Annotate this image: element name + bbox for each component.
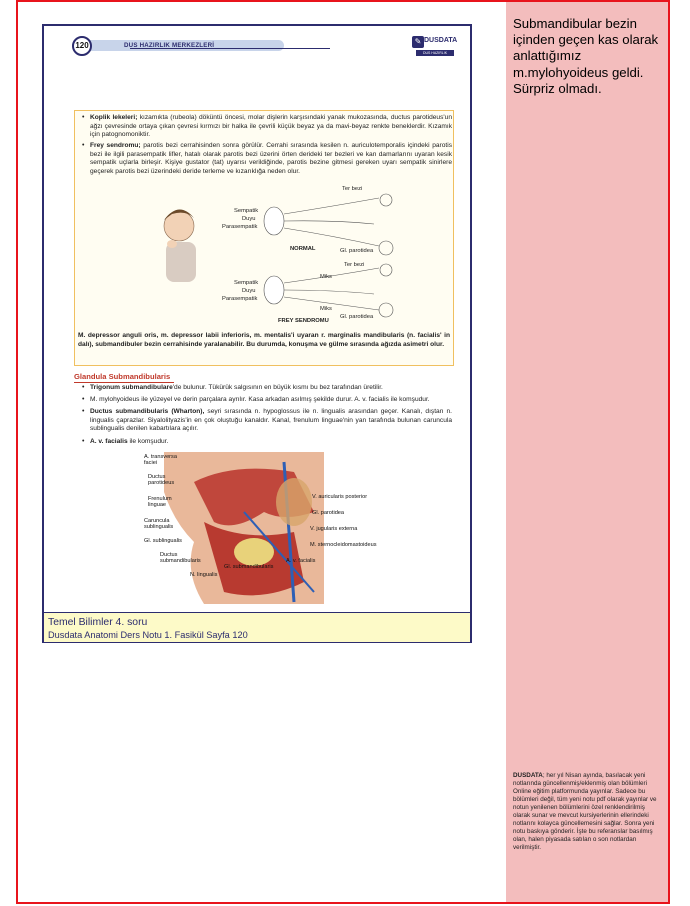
sub-bullet-4-term: A. v. facialis [90, 438, 128, 445]
sidebar-note: Submandibular bezin içinden geçen kas olarak anlattığımız m.mylohyoideus geldi. Sürpriz olmadı. [513, 16, 659, 96]
label-frenulum: Frenulum linguae [148, 496, 172, 509]
sidebar-panel [506, 2, 668, 902]
label-v-auricularis: V. auricularis posterior [312, 494, 368, 500]
sub-bullet-2 [90, 396, 452, 405]
bullet-koplik [90, 114, 452, 140]
label-v-jugularis: V. jugularis externa [310, 526, 358, 532]
fine-print-text: ; her yıl Nisan ayında, basılacak yeni notlarında güncellenmiş/eklenmiş olan bölümleri Online eğitim platformunda yayınlar. Sadece bu bölümleri değil, tüm yeni notu pdf olarak yayınlar ve notun yenilenen bölümlerini özel renklendirilmiş olarak sunar ve mevcut kursiyerlerinin ellerindeki notlarını kolayca güncellemesini sağlar. Sonra yeni notu baskıya gönderir. İşte bu referanslar basılmış olan, halen piyasada satılan o son notlardan verilmiştir. [513, 772, 657, 851]
logo-mark-icon: ✎ [412, 36, 424, 48]
sub-bullet-1-text: 'de bulunur. Tükürük salgısının en büyük kısmı bu bez tarafından üretilir. [172, 384, 383, 391]
fig-sempatik-bottom: Sempatik [234, 280, 259, 286]
caption-question: Temel Bilimler 4. soru [48, 617, 148, 628]
fig-duyu-bottom: Duyu [242, 288, 256, 294]
source-caption [44, 612, 470, 642]
fig-parotidea-top: Gl. parotidea [340, 248, 374, 254]
sub-bullet-1 [90, 384, 452, 393]
sub-bullet-1-term: Trigonum submandibulare [90, 384, 173, 391]
sidebar-fine-print [513, 772, 663, 852]
header-title: DUS HAZIRLIK MERKEZLERİ [124, 42, 215, 49]
logo-subtext: DUS HAZIRLIK MERKEZLERİ [416, 50, 454, 56]
sub-bullet-3-term: Ductus submandibularis (Wharton), [90, 408, 205, 415]
label-gl-sublingualis: Gl. sublingualis [144, 538, 182, 544]
label-n-lingualis: N. lingualis [190, 572, 218, 578]
box-footer-text: M. depressor anguli oris, m. depressor labii inferioris, m. mentalis'i uyaran r. marginalis mandibularis (n. facialis' in dalı), submandibuler bezin cerrahisinde yaralanabilir. Bu durumda, konuşma ve gülme sırasında ağızda asimetri olur. [78, 332, 450, 348]
fig-sempatik-top: Sempatik [234, 208, 259, 214]
fig-frey: FREY SENDROMU [278, 318, 329, 324]
section-underline [74, 382, 174, 383]
label-a-v-facialis: A. v. facialis [286, 558, 316, 564]
label-gl-parotidea: Gl. parotidea [312, 510, 345, 516]
label-a-transversa: A. transversa faciei [144, 454, 177, 467]
fig-parasempatik-bottom: Parasempatik [222, 296, 258, 302]
brand-logo [412, 36, 458, 61]
label-ductus-submandibularis: Ductus submandibularis [160, 552, 201, 565]
frey-diagram [154, 186, 434, 324]
fig-miks-bottom: Miks [320, 306, 332, 312]
page-number: 120 [72, 36, 92, 56]
sub-bullet-2-text: M. mylohyoideus ile yüzeyel ve derin parçalara ayrılır. Kasa arkadan asılmış şekilde durur. A. v. facialis ile komşudur. [90, 396, 430, 403]
frey-term: Frey sendromu; [90, 142, 141, 149]
caption-reference: Dusdata Anatomi Ders Notu 1. Fasikül Sayfa 120 [48, 630, 248, 640]
logo-text: DUSDATA [424, 37, 458, 44]
fig-ter-bezi-bottom: Ter bezi [344, 262, 365, 268]
label-caruncula: Caruncula sublingualis [144, 518, 174, 531]
book-page [42, 24, 472, 643]
label-m-sterno: M. sternocleidomastoideus [310, 542, 377, 548]
sub-bullet-4 [90, 438, 452, 447]
fig-parasempatik-top: Parasempatik [222, 224, 258, 230]
fig-miks-top: Miks [320, 274, 332, 280]
koplik-term: Koplik lekeleri; [90, 114, 138, 121]
section-title: Glandula Submandibularis [74, 372, 171, 381]
sub-bullet-4-text: ile komşudur. [127, 438, 169, 445]
fig-parotidea-bottom: Gl. parotidea [340, 314, 374, 320]
fig-ter-bezi-top: Ter bezi [342, 186, 363, 192]
bullet-frey [90, 142, 452, 176]
fig-duyu-top: Duyu [242, 216, 256, 222]
koplik-text: kızamıkta (rubeola) döküntü öncesi, molar dişlerin karşısındaki yanak mukozasında, ductus parotideus'un ağzı çevresinde ortaya çıkan çevresi kırmızı bir halka ile çevrili küçük beyaz ya da mavi-beyaz renkte beneklerdir. Kızamık için patognomoniktir. [90, 114, 452, 139]
fig-normal: NORMAL [290, 246, 316, 252]
child-illustration [164, 209, 196, 282]
sub-bullet-3-text: seyri sırasında n. hypoglossus ile n. lingualis arasından geçer. Kanalı, dıştan n. lingualis çaprazlar. Siyalolityazis'in en çok oluştuğu kanaldır. Kanal, frenulum linguae'nin yan tarafında bulunan caruncula sublingualis denilen kabartılara açılır. [90, 408, 452, 433]
label-ductus-parotideus: Ductus parotideus [148, 474, 175, 487]
nerve-diagram-normal [264, 194, 393, 255]
label-gl-submandibularis: Gl. submandibularis [224, 564, 274, 570]
sub-bullet-3 [90, 408, 452, 434]
fine-print-brand: DUSDATA [513, 772, 543, 779]
frey-text: parotis bezi cerrahisinden sonra görülür. Cerrahi sırasında kesilen n. auriculotemporalis içindeki parotis bezi ile ilgili parasempatik lifler, hatalı olarak parotis bezi üzerini örten derideki ter bezleri ve kan damarlarını uyaran kesik sempatik uçlarla birleşir. Kişiye gustator (tat) uyarısı verildiğinde, parotis bezine gitmesi gereken uyarı sempatik sinirlere geçerek parotis bezi üzerindeki deride terleme ve kızarıklığa neden olur. [90, 142, 452, 175]
